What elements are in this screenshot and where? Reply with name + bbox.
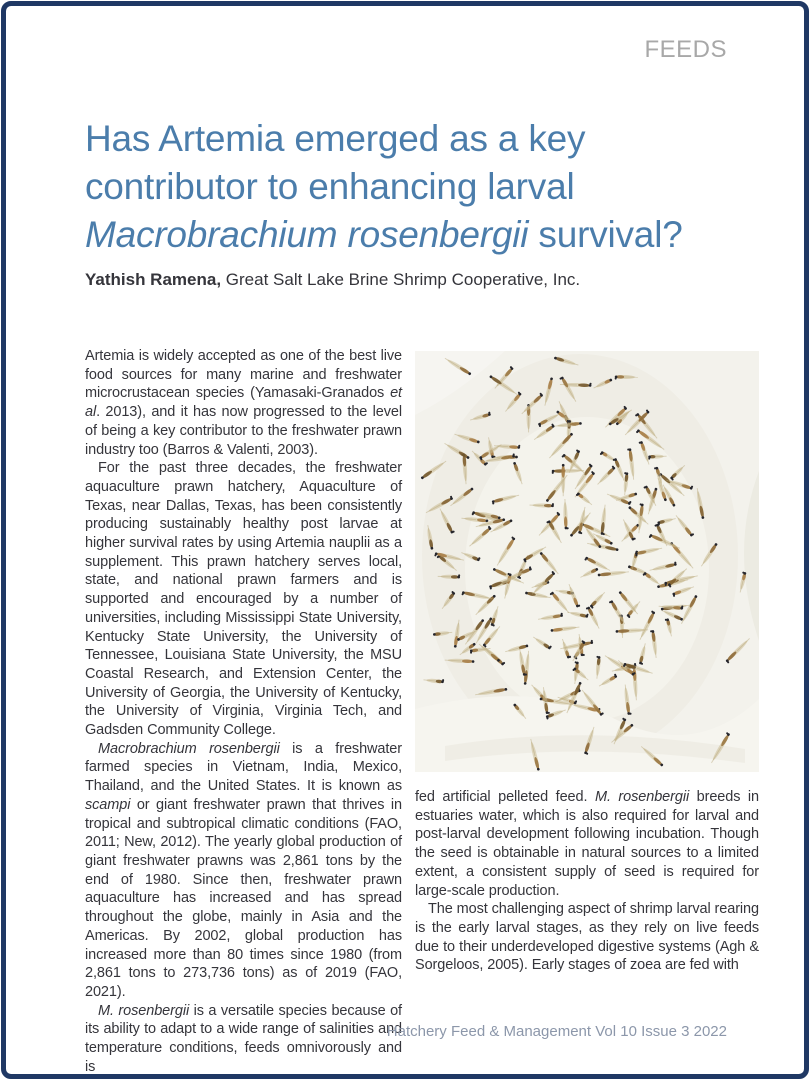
paragraph: Artemia is widely accepted as one of the best live food sources for many marine and freshwater microcrustacean species (Yamasaki-Granados et al. 2013), and it has now progressed to the level of being a key contributor to the freshwater prawn industry too (Barros & Valenti, 2003).: [85, 348, 402, 458]
paragraph: M. rosenbergii is a versatile species because of its ability to adapt to a wide range of salinities and temperature conditions, feeds omnivorously and is: [85, 1002, 402, 1075]
right-column-text: [415, 788, 759, 975]
journal-footer: Hatchery Feed & Management Vol 10 Issue 3 2022: [386, 1023, 727, 1040]
section-label: FEEDS: [644, 36, 727, 63]
left-column: [85, 347, 402, 1076]
article-body: [85, 347, 759, 1076]
larvae-photo: [415, 351, 759, 772]
article-title: Has Artemia emerged as a key contributor to enhancing larval Macrobrachium rosenbergii survival?: [85, 117, 683, 255]
paragraph: Macrobrachium rosenbergii is a freshwater farmed species in Vietnam, India, Mexico, Thailand, and the United States. It is known as scampi or giant freshwater prawn that thrives in tropical and subtropical climatic conditions (FAO, 2011; New, 2012). The yearly global production of giant freshwater prawns was 2,861 tons by the end of 1980. Since then, freshwater prawn aquaculture has increased and has spread throughout the globe, mainly in Asia and the Americas. By 2002, global production has increased more than 80 times since 1980 (from 2,861 tons to 273,736 tons) as of 2019 (FAO, 2021).: [85, 740, 403, 1000]
byline: [85, 270, 735, 290]
magazine-page: [1, 1, 809, 1079]
byline-affiliation: Great Salt Lake Brine Shrimp Cooperative, Inc.: [221, 270, 581, 289]
right-column: [415, 347, 759, 1076]
byline-author: Yathish Ramena,: [85, 270, 222, 289]
paragraph: fed artificial pelleted feed. M. rosenbergii breeds in estuaries water, which is also required for larval and post-larval development following incubation. Though the seed is obtainable in natural sources to a limited extent, a consistent supply of seed is required for large-scale production.: [415, 789, 760, 899]
paragraph: The most challenging aspect of shrimp larval rearing is the early larval stages, as they rely on live feeds due to their underdeveloped digestive systems (Agh & Sorgeloos, 2005). Early stages of zoea are fed with: [415, 901, 759, 974]
paragraph: For the past three decades, the freshwater aquaculture prawn hatchery, Aquaculture of Texas, near Dallas, Texas, has been consistently producing sustainably healthy post larvae at higher survival rates by using Artemia nauplii as a supplement. This prawn hatchery serves local, state, and national prawn farmers and is supported and encouraged by a number of universities, including Mississippi State University, Kentucky State University, the University of Tennessee, Louisiana State University, the MSU Coastal Research, and Extension Center, the University of Georgia, the University of Kentucky, the University of Virginia, Virginia Tech, and Gadsden Community College.: [85, 460, 402, 739]
